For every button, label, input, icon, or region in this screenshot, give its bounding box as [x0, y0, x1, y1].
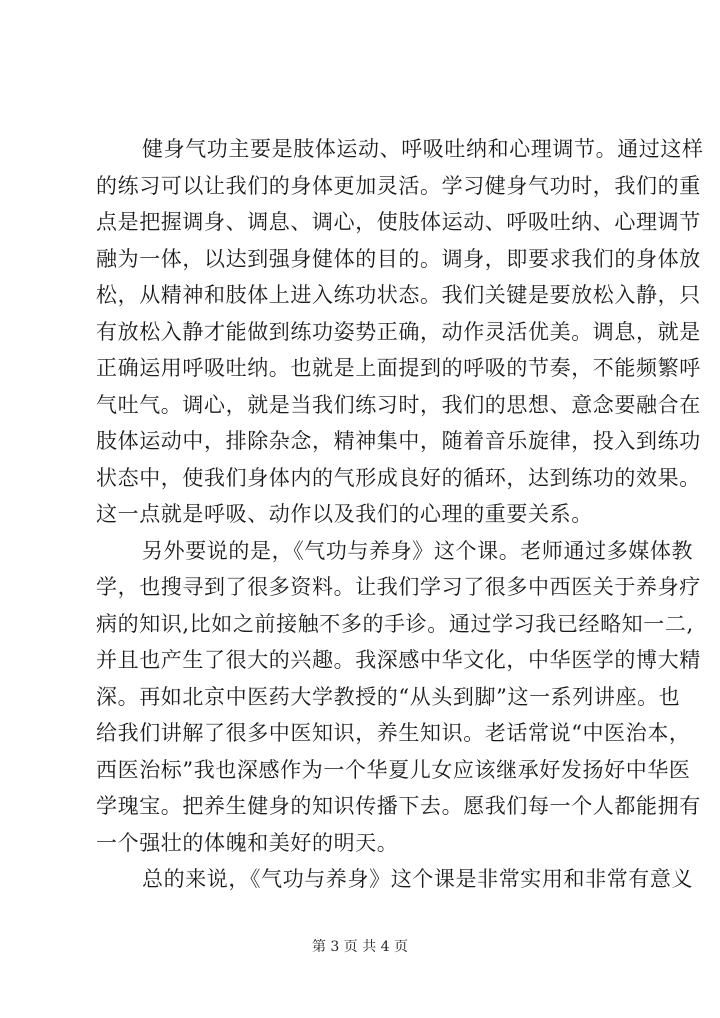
text-line: 深。再如北京中医药大学教授的“从头到脚”这一系列讲座。也: [96, 684, 681, 709]
text-line: 融为一体，以达到强身健体的目的。调身，即要求我们的身体放: [96, 246, 701, 271]
paragraph-qigong-practice: [96, 131, 704, 533]
document-body: [96, 131, 704, 898]
text-line: 病的知识,比如之前接触不多的手诊。通过学习我已经略知一二,: [96, 611, 694, 636]
text-line: 健身气功主要是肢体运动、呼吸吐纳和心理调节。通过这样: [142, 137, 704, 161]
text-line: 肢体运动中，排除杂念，精神集中，随着音乐旋律，投入到练功: [96, 429, 701, 453]
text-line: 给我们讲解了很多中医知识，养生知识。老话常说“中医治本，: [96, 721, 691, 745]
page-number-footer: 第 3 页 共 4 页: [311, 939, 409, 955]
text-line: 状态中，使我们身体内的气形成良好的循环，达到练功的效果。: [96, 465, 701, 490]
text-line: 这一点就是呼吸、动作以及我们的心理的重要关系。: [96, 502, 593, 526]
text-line: 气吐气。调心，就是当我们练习时，我们的思想、意念要融合在: [96, 392, 701, 417]
text-line: 有放松入静才能做到练功姿势正确，动作灵活优美。调息，就是: [96, 319, 701, 344]
text-line: 另外要说的是，《气功与养身》这个课。老师通过多媒体教: [142, 538, 694, 563]
text-line: 并且也产生了很大的兴趣。我深感中华文化，中华医学的博大精: [96, 648, 701, 672]
text-line: 正确运用呼吸吐纳。也就是上面提到的呼吸的节奏，不能频繁呼: [96, 356, 701, 380]
paragraph-course-reflection: [96, 533, 701, 862]
text-line: 学，也搜寻到了很多资料。让我们学习了很多中西医关于养身疗: [96, 575, 701, 599]
text-line: 点是把握调身、调息、调心，使肢体运动、呼吸吐纳、心理调节: [96, 210, 701, 234]
text-line: 松，从精神和肢体上进入练功状态。我们关键是要放松入静，只: [96, 283, 701, 307]
text-line: 西医治标”我也深感作为一个华夏儿女应该继承好发扬好中华医: [96, 757, 691, 782]
text-line: 学瑰宝。把养生健身的知识传播下去。愿我们每一个人都能拥有: [96, 794, 701, 818]
paragraph-conclusion: [96, 861, 694, 898]
text-line: 一个强壮的体魄和美好的明天。: [96, 830, 399, 855]
text-line: 总的来说，《气功与养身》这个课是非常实用和非常有意义: [142, 867, 694, 891]
text-line: 的练习可以让我们的身体更加灵活。学习健身气功时，我们的重: [96, 173, 701, 198]
